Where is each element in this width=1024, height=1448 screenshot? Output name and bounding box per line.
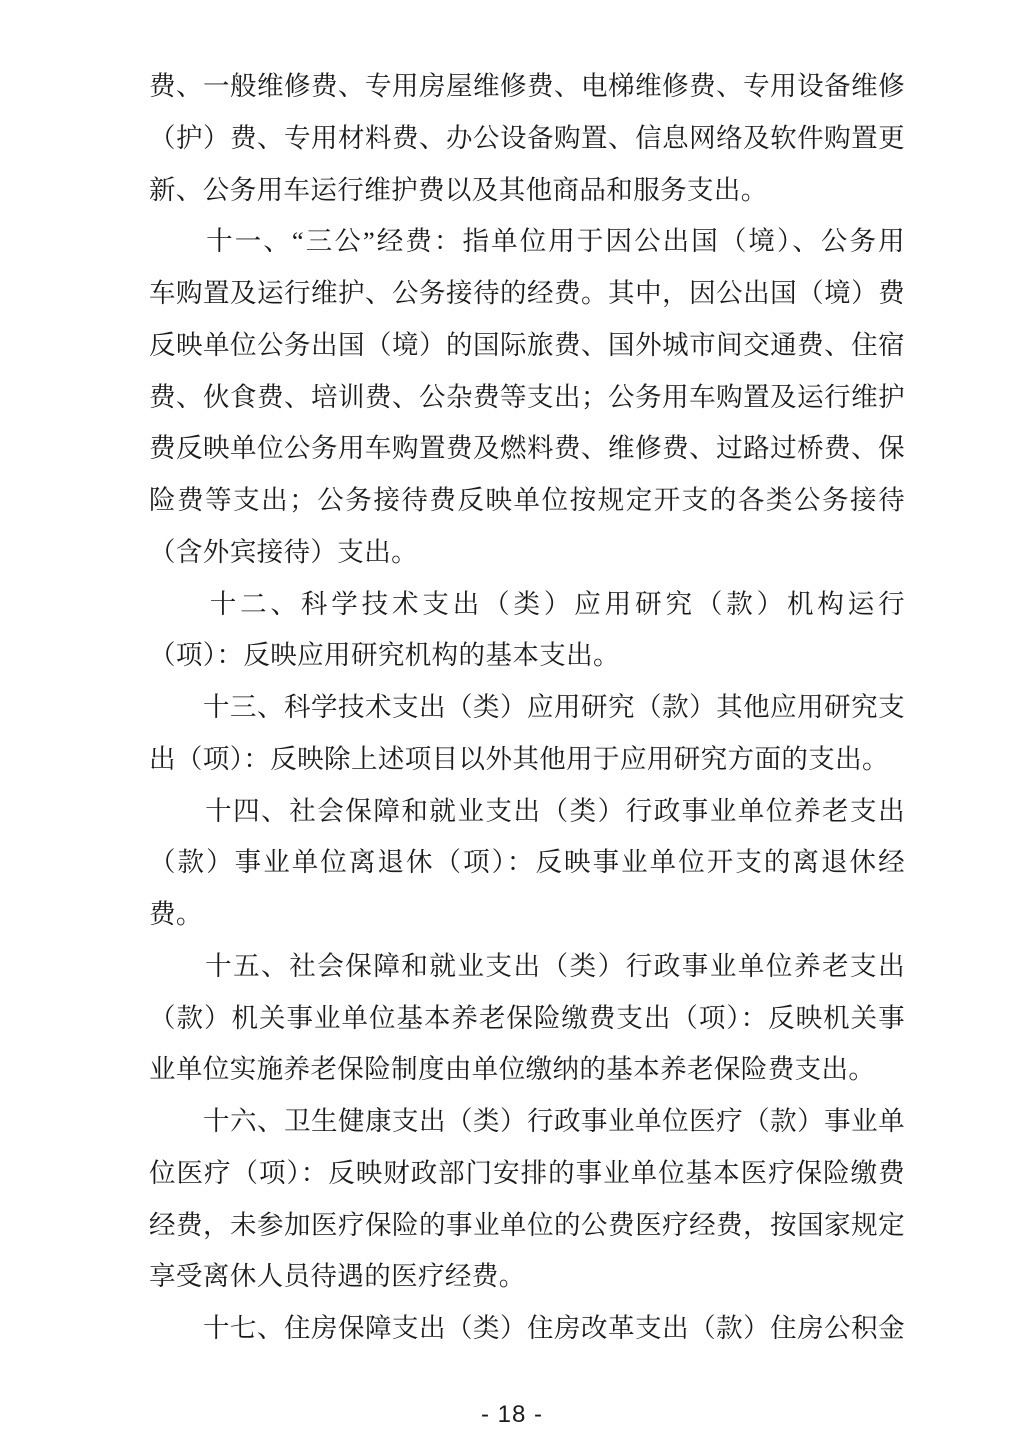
text-line: 经费，未参加医疗保险的事业单位的公费医疗经费，按国家规定 (149, 1209, 905, 1240)
text-line: 十一、“三公”经费：指单位用于因公出国（境）、公务用 (149, 226, 905, 257)
page-number: - 18 - (480, 1401, 543, 1428)
text-line: 费。 (149, 899, 203, 929)
text-line: 十六、卫生健康支出（类）行政事业单位医疗（款）事业单 (149, 1106, 905, 1136)
document-body (149, 61, 905, 1355)
text-line: 十二、科学技术支出（类）应用研究（款）机构运行 (149, 588, 905, 619)
text-line: 反映单位公务出国（境）的国际旅费、国外城市间交通费、住宿 (149, 329, 905, 360)
text-line: 十四、社会保障和就业支出（类）行政事业单位养老支出 (149, 795, 905, 826)
text-line: 享受离休人员待遇的医疗经费。 (149, 1261, 526, 1292)
text-line: （含外宾接待）支出。 (149, 536, 418, 567)
text-line: 十五、社会保障和就业支出（类）行政事业单位养老支出 (149, 950, 905, 981)
text-line: 费、伙食费、培训费、公杂费等支出；公务用车购置及运行维护 (149, 381, 905, 412)
text-line: 费、一般维修费、专用房屋维修费、电梯维修费、专用设备维修 (149, 71, 905, 101)
text-line: 十三、科学技术支出（类）应用研究（款）其他应用研究支 (149, 692, 905, 722)
text-line: （款）事业单位离退休（项）：反映事业单位开支的离退休经 (149, 847, 905, 878)
text-line: 位医疗（项）：反映财政部门安排的事业单位基本医疗保险缴费 (149, 1157, 905, 1188)
text-line: （项）：反映应用研究机构的基本支出。 (149, 640, 620, 671)
text-line: 险费等支出；公务接待费反映单位按规定开支的各类公务接待 (149, 485, 905, 515)
text-line: （款）机关事业单位基本养老保险缴费支出（项）：反映机关事 (149, 1002, 905, 1033)
text-line: 出（项）：反映除上述项目以外其他用于应用研究方面的支出。 (149, 743, 889, 774)
text-line: 十七、住房保障支出（类）住房改革支出（款）住房公积金 (149, 1313, 905, 1343)
text-line: （护）费、专用材料费、办公设备购置、信息网络及软件购置更 (149, 122, 905, 153)
text-line: 费反映单位公务用车购置费及燃料费、维修费、过路过桥费、保 (149, 433, 905, 464)
text-line: 业单位实施养老保险制度由单位缴纳的基本养老保险费支出。 (149, 1054, 876, 1085)
text-line: 车购置及运行维护、公务接待的经费。其中，因公出国（境）费 (149, 278, 905, 308)
text-line: 新、公务用车运行维护费以及其他商品和服务支出。 (149, 174, 768, 205)
